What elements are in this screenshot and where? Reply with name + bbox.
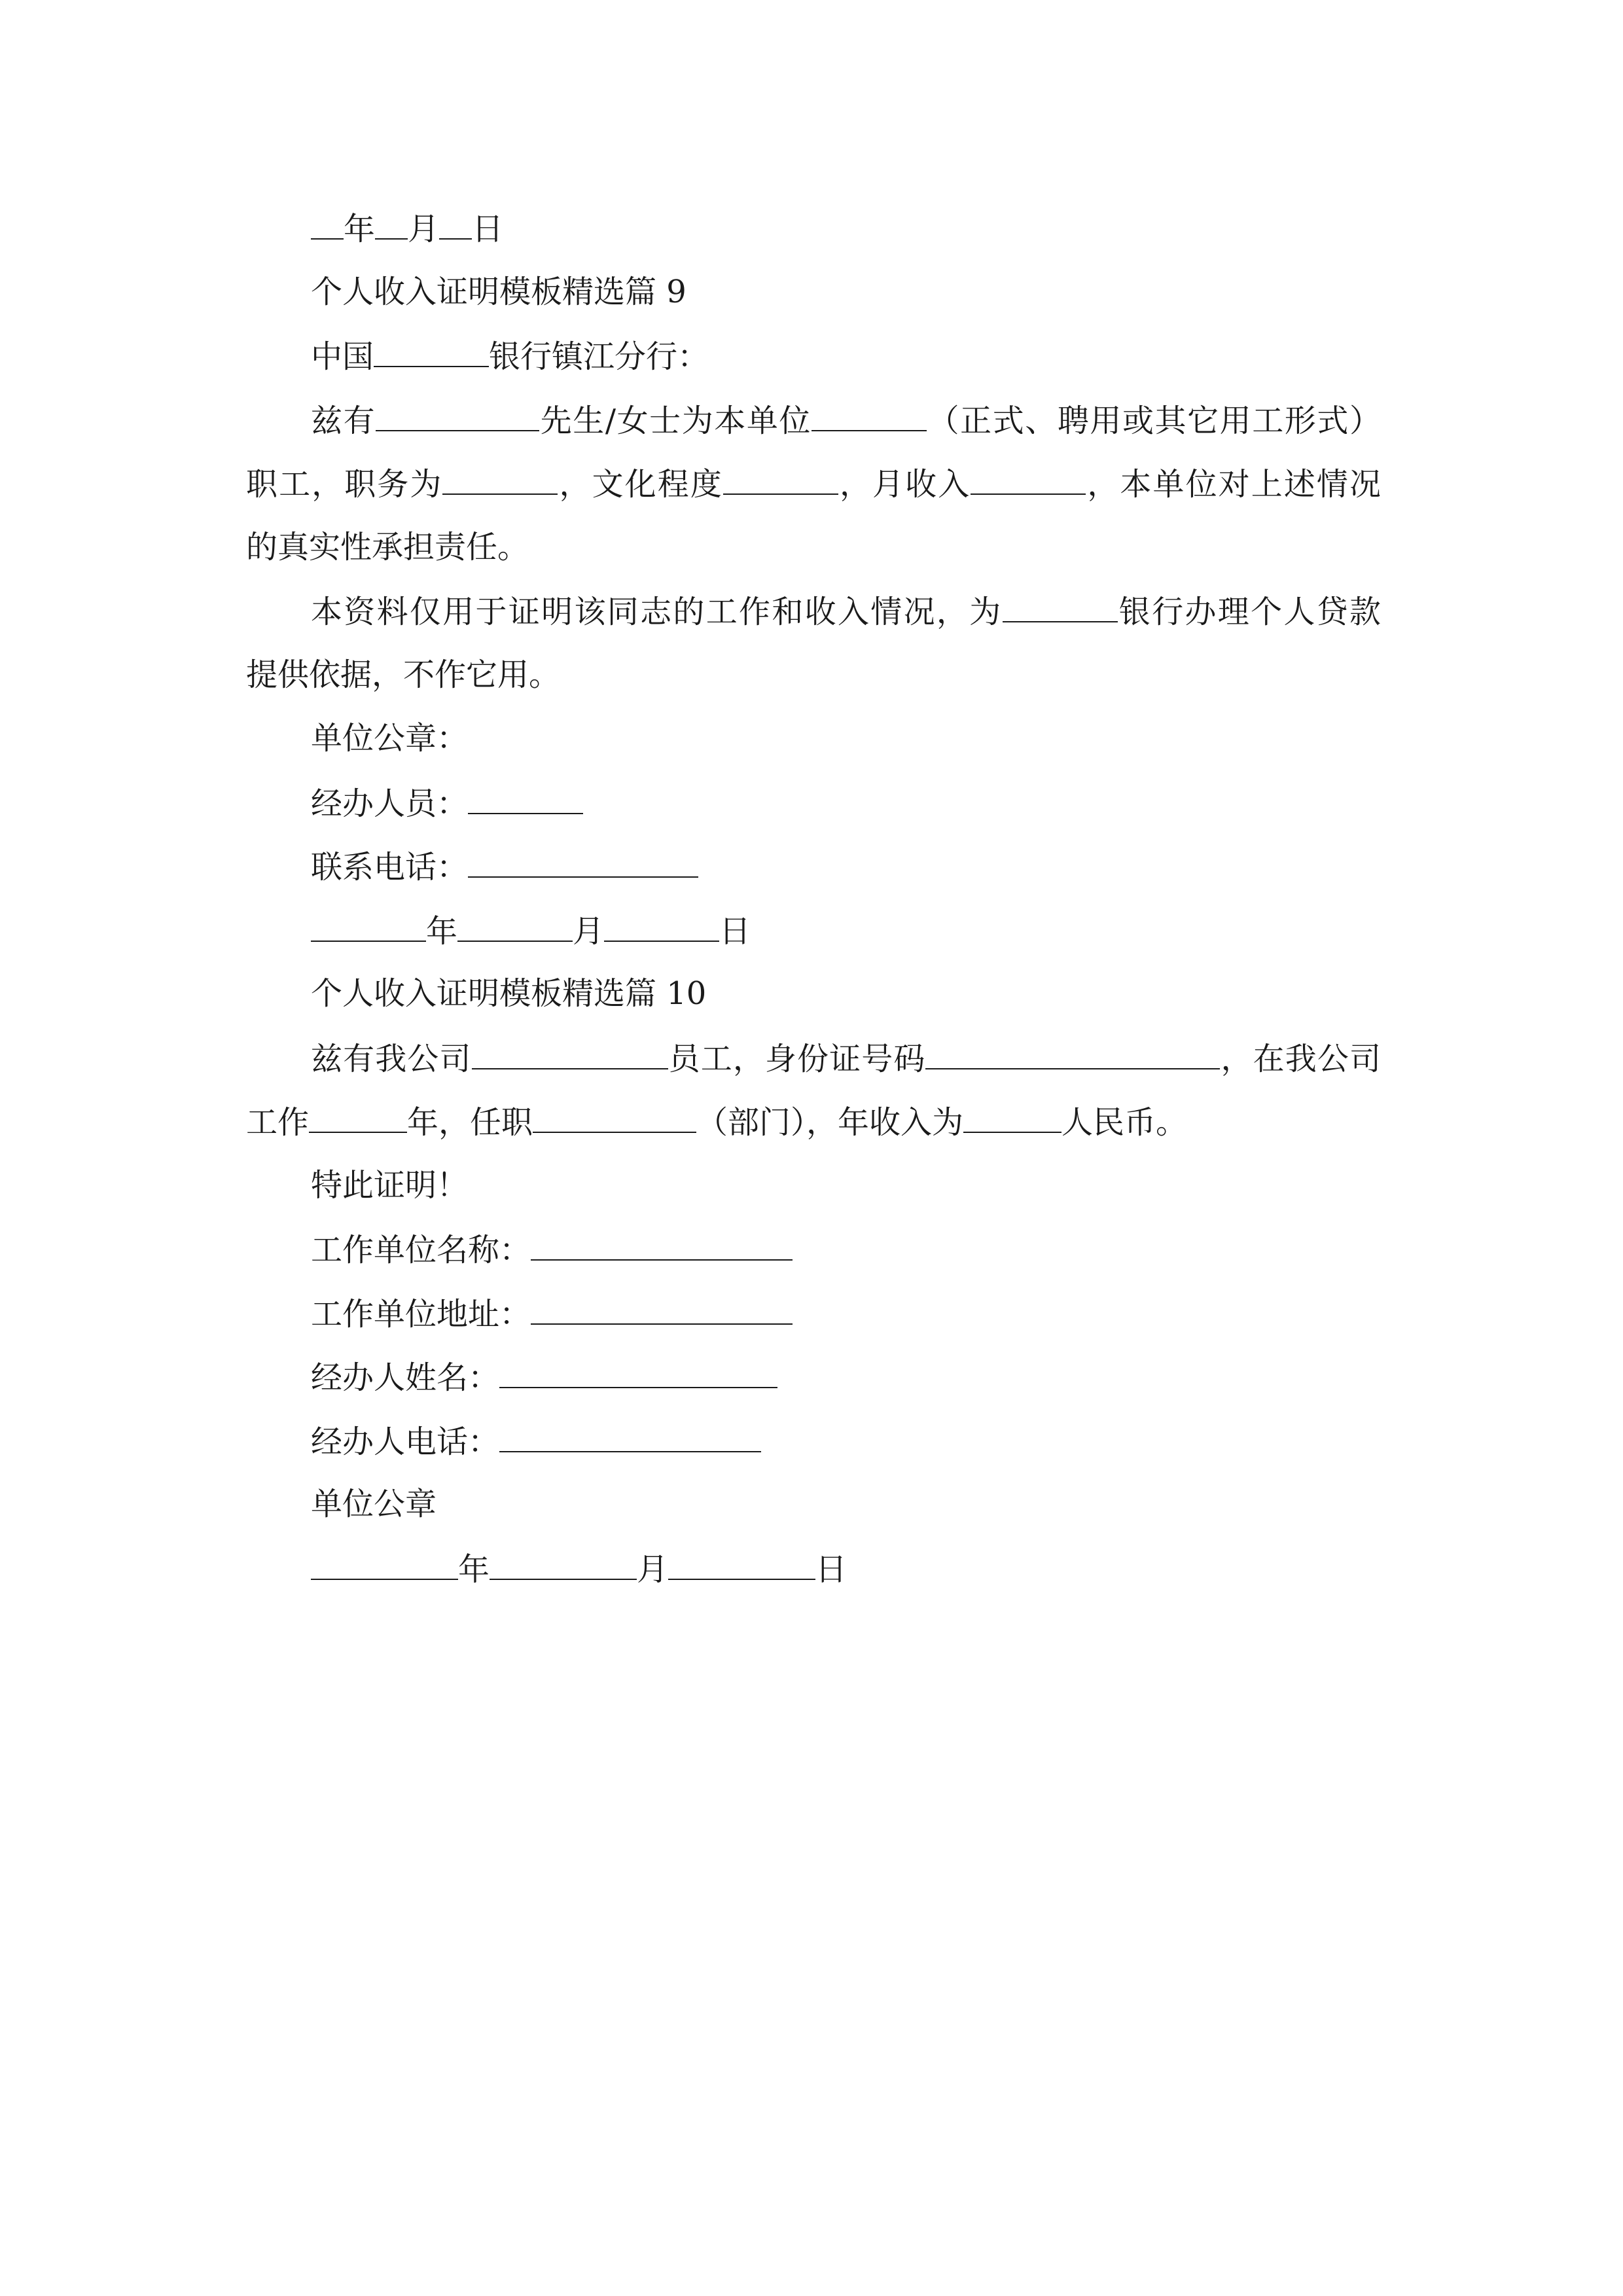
text: （部门），年收入为 xyxy=(696,1104,964,1141)
s10-seal-label: 单位公章 xyxy=(311,1486,437,1522)
handler-name-blank xyxy=(499,1357,777,1388)
blank-field xyxy=(311,910,426,942)
text: ，文化程度 xyxy=(558,466,723,503)
text: （正式、聘用或其它用工形式） xyxy=(927,403,1381,439)
company-addr-blank xyxy=(531,1293,793,1325)
blank-field xyxy=(963,1102,1061,1133)
s9-paragraph1-line1 xyxy=(311,400,1381,440)
s9-handler-line xyxy=(311,783,1381,823)
text: ，在我公司 xyxy=(1220,1041,1381,1077)
s9-paragraph2-line2: 提供依据，不作它用。 xyxy=(246,656,561,693)
date-month-label: 月 xyxy=(637,1551,669,1588)
s9-seal-label: 单位公章： xyxy=(311,720,469,757)
company-addr-label: 工作单位地址： xyxy=(311,1296,531,1333)
text: ，本单位对上述情况 xyxy=(1086,466,1381,503)
blank-field xyxy=(309,1102,407,1133)
text: 兹有我公司 xyxy=(311,1041,472,1077)
blank-field xyxy=(472,1038,668,1069)
top-date-line xyxy=(311,208,1381,249)
bank-address-line xyxy=(311,336,1381,376)
blank-field xyxy=(604,910,719,942)
section-9-title: 个人收入证明模板精选篇 9 xyxy=(311,274,687,310)
blank-field xyxy=(812,400,927,431)
s10-company-name-line xyxy=(311,1229,1381,1270)
bank-suffix: 银行镇江分行： xyxy=(489,338,709,375)
s9-phone-line xyxy=(311,846,1381,887)
phone-blank xyxy=(468,846,698,878)
bank-prefix: 中国 xyxy=(311,338,374,375)
date-day-label: 日 xyxy=(472,211,504,247)
s9-date-line xyxy=(311,910,1381,951)
s9-paragraph1-line2 xyxy=(246,463,1381,504)
blank-field xyxy=(439,208,472,240)
s10-certify: 特此证明！ xyxy=(311,1167,469,1204)
phone-label: 联系电话： xyxy=(311,849,469,886)
handler-label: 经办人员： xyxy=(311,785,469,822)
text: 职工，职务为 xyxy=(246,466,443,503)
blank-field xyxy=(971,463,1086,495)
s10-paragraph1-line2 xyxy=(246,1102,1381,1142)
handler-phone-label: 经办人电话： xyxy=(311,1424,500,1460)
blank-field xyxy=(490,1549,637,1580)
text: ，月收入 xyxy=(838,466,971,503)
text: 工作 xyxy=(246,1104,310,1141)
s10-handler-name-line xyxy=(311,1357,1381,1397)
text: 人民币。 xyxy=(1061,1104,1188,1141)
handler-phone-blank xyxy=(499,1421,761,1452)
blank-field xyxy=(723,463,838,495)
id-number-blank xyxy=(925,1038,1220,1069)
text: 兹有 xyxy=(311,403,376,439)
text: 年，任职 xyxy=(407,1104,533,1141)
date-month-label: 月 xyxy=(573,913,605,950)
date-year-label: 年 xyxy=(426,913,458,950)
s9-paragraph1-line3: 的真实性承担责任。 xyxy=(246,529,529,565)
s10-company-addr-line xyxy=(311,1293,1381,1334)
blank-field xyxy=(374,336,489,367)
blank-field xyxy=(442,463,558,495)
blank-field xyxy=(311,208,344,240)
text: 银行办理个人贷款 xyxy=(1117,594,1381,630)
s10-date-line xyxy=(311,1549,1381,1589)
text: 本资料仅用于证明该同志的工作和收入情况，为 xyxy=(311,594,1003,630)
s10-handler-phone-line xyxy=(311,1421,1381,1462)
blank-field xyxy=(668,1549,815,1580)
date-day-label: 日 xyxy=(815,1551,847,1588)
blank-field xyxy=(1003,591,1118,622)
company-name-blank xyxy=(531,1229,793,1261)
blank-field xyxy=(311,1549,458,1580)
text: 员工，身份证号码 xyxy=(668,1041,926,1077)
date-year-label: 年 xyxy=(344,211,376,247)
s9-paragraph2-line1 xyxy=(311,591,1381,632)
blank-field xyxy=(533,1102,696,1133)
blank-field xyxy=(376,400,539,431)
text: 先生/女士为本单位 xyxy=(539,403,812,439)
handler-blank xyxy=(468,783,583,814)
blank-field xyxy=(457,910,573,942)
blank-field xyxy=(375,208,408,240)
date-day-label: 日 xyxy=(719,913,751,950)
handler-name-label: 经办人姓名： xyxy=(311,1359,500,1396)
date-month-label: 月 xyxy=(408,211,440,247)
section-10-title: 个人收入证明模板精选篇 10 xyxy=(311,975,707,1012)
date-year-label: 年 xyxy=(458,1551,490,1588)
company-name-label: 工作单位名称： xyxy=(311,1232,531,1268)
s10-paragraph1-line1 xyxy=(311,1038,1381,1079)
